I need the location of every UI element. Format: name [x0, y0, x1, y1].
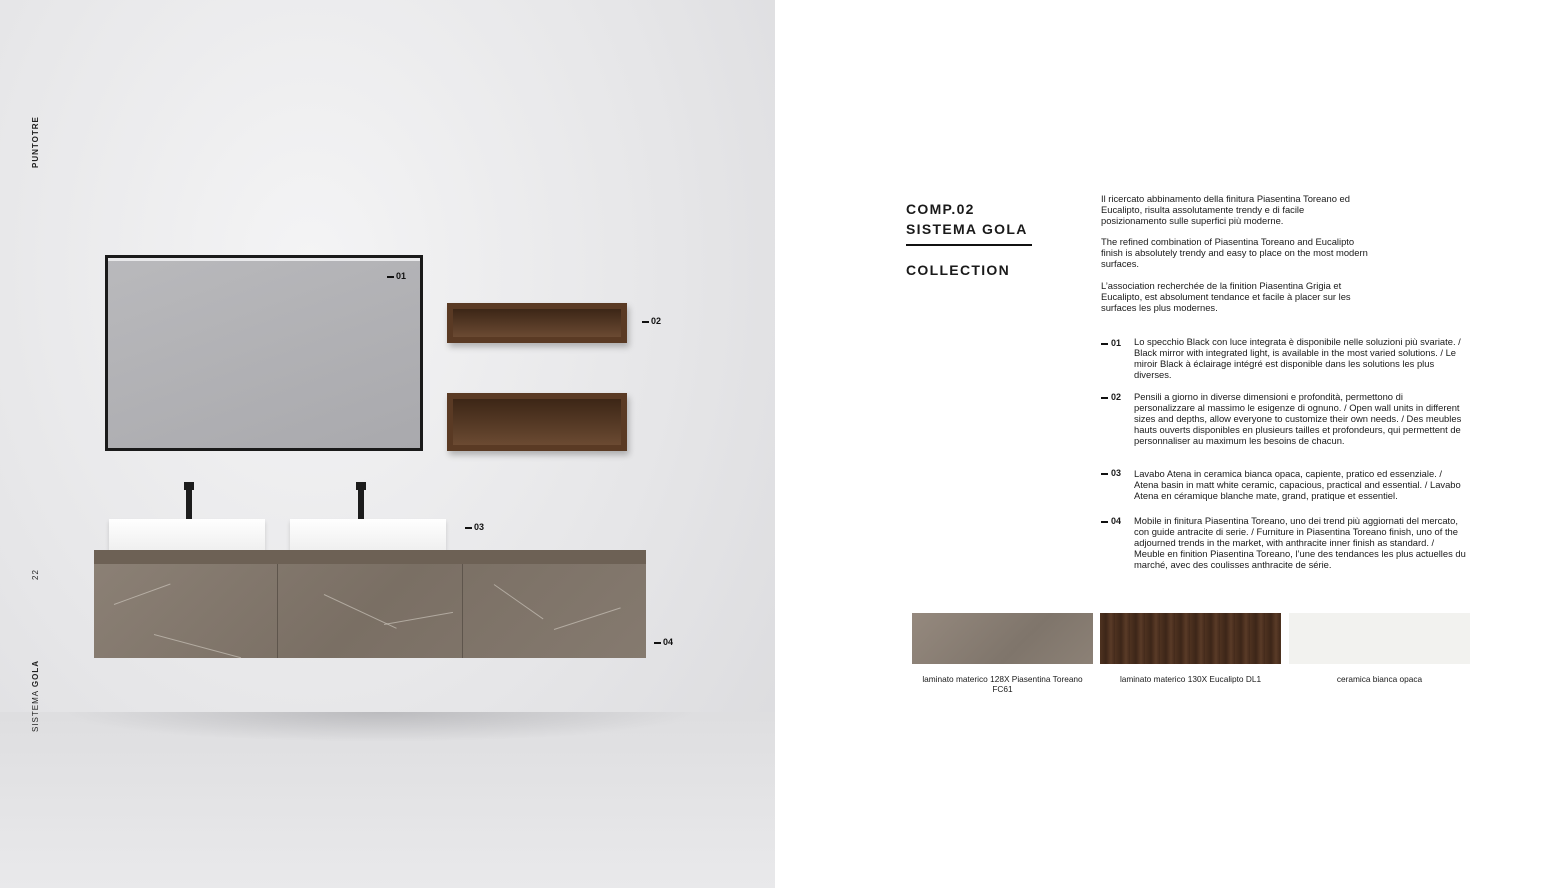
callout-02: 02 [642, 316, 661, 326]
wall-shelf-upper [447, 303, 627, 343]
intro-english: The refined combination of Piasentina Toreano and Eucalipto finish is absolutely trendy and easy to place on the most modern surfaces. [1101, 236, 1368, 269]
item-text-04: Mobile in finitura Piasentina Toreano, uno dei trend più aggiornati del mercato, con guide antracite di serie. / Furniture in Piasentina Toreano finish, uno of the adjourned trends in the market, with anthracite inner finish as standard. / Meuble en finition Piasentina Toreano, l’une des tendances les plus actuelles du marché, avec des coulisses anthracite de série. [1134, 515, 1466, 570]
swatch-caption-2: laminato materico 130X Eucalipto DL1 [1119, 674, 1262, 684]
item-text-03: Lavabo Atena in ceramica bianca opaca, capiente, pratico ed essenziale. / Atena basin in matt white ceramic, capacious, practical and essential. / Lavabo Atena en céramique blanche mate, grand, pratique et essentiel. [1134, 468, 1461, 501]
collection-title: COLLECTION [906, 262, 1010, 278]
title-divider [906, 244, 1032, 246]
callout-01: 01 [387, 271, 406, 281]
faucet-left [186, 482, 192, 519]
item-text-01: Lo specchio Black con luce integrata è disponibile nelle soluzioni più svariate. / Black mirror with integrated light, is available in the most varied solutions. / Le miroir Black à éclairage intégré est disponible dans les solutions les plus diverses. [1134, 336, 1461, 380]
vanity-cabinet [94, 564, 646, 658]
vanity-top [94, 550, 646, 564]
swatch-caption-1: laminato materico 128X Piasentina Toreano FC61 [922, 674, 1083, 694]
page-title [906, 199, 1028, 239]
page-number: 22 [31, 569, 40, 580]
swatch-piasentina-toreano [912, 613, 1093, 664]
wall-shelf-lower [447, 393, 627, 451]
item-number-01: 01 [1101, 338, 1121, 348]
item-number-04: 04 [1101, 516, 1121, 526]
floor-shadow [60, 712, 700, 742]
callout-03: 03 [465, 522, 484, 532]
faucet-right [358, 482, 364, 519]
swatch-eucalipto [1100, 613, 1281, 664]
intro-french: L’association recherchée de la finition Piasentina Grigia et Eucalipto, est absolument tendance et facile à placer sur les surfaces les plus modernes. [1101, 280, 1351, 313]
system-title: SISTEMA GOLA [906, 221, 1028, 237]
brand-label: PUNTOTRE [31, 116, 40, 168]
swatch-caption-3: ceramica bianca opaca [1336, 674, 1423, 684]
item-number-03: 03 [1101, 468, 1121, 478]
swatch-white-ceramic [1289, 613, 1470, 664]
section-label [31, 660, 40, 732]
section-name: GOLA [31, 659, 40, 688]
callout-04: 04 [654, 637, 673, 647]
item-number-02: 02 [1101, 392, 1121, 402]
intro-italian: Il ricercato abbinamento della finitura Piasentina Toreano ed Eucalipto, risulta assolutamente trendy e di facile posizionamento sulle superfici più moderne. [1101, 193, 1350, 226]
mirror [105, 255, 423, 451]
comp-title: COMP.02 [906, 201, 975, 217]
item-text-02: Pensili a giorno in diverse dimensioni e profondità, permettono di personalizzare al massimo le esigenze di ognuno. / Open wall units in different sizes and depths, allow everyone to customize their own needs. / Des meubles hauts ouverts disponibles en plusieurs tailles et profondeurs, qui permettent de personnaliser au maximum les besoins de chacun. [1134, 391, 1462, 446]
section-prefix: SISTEMA [31, 690, 40, 732]
